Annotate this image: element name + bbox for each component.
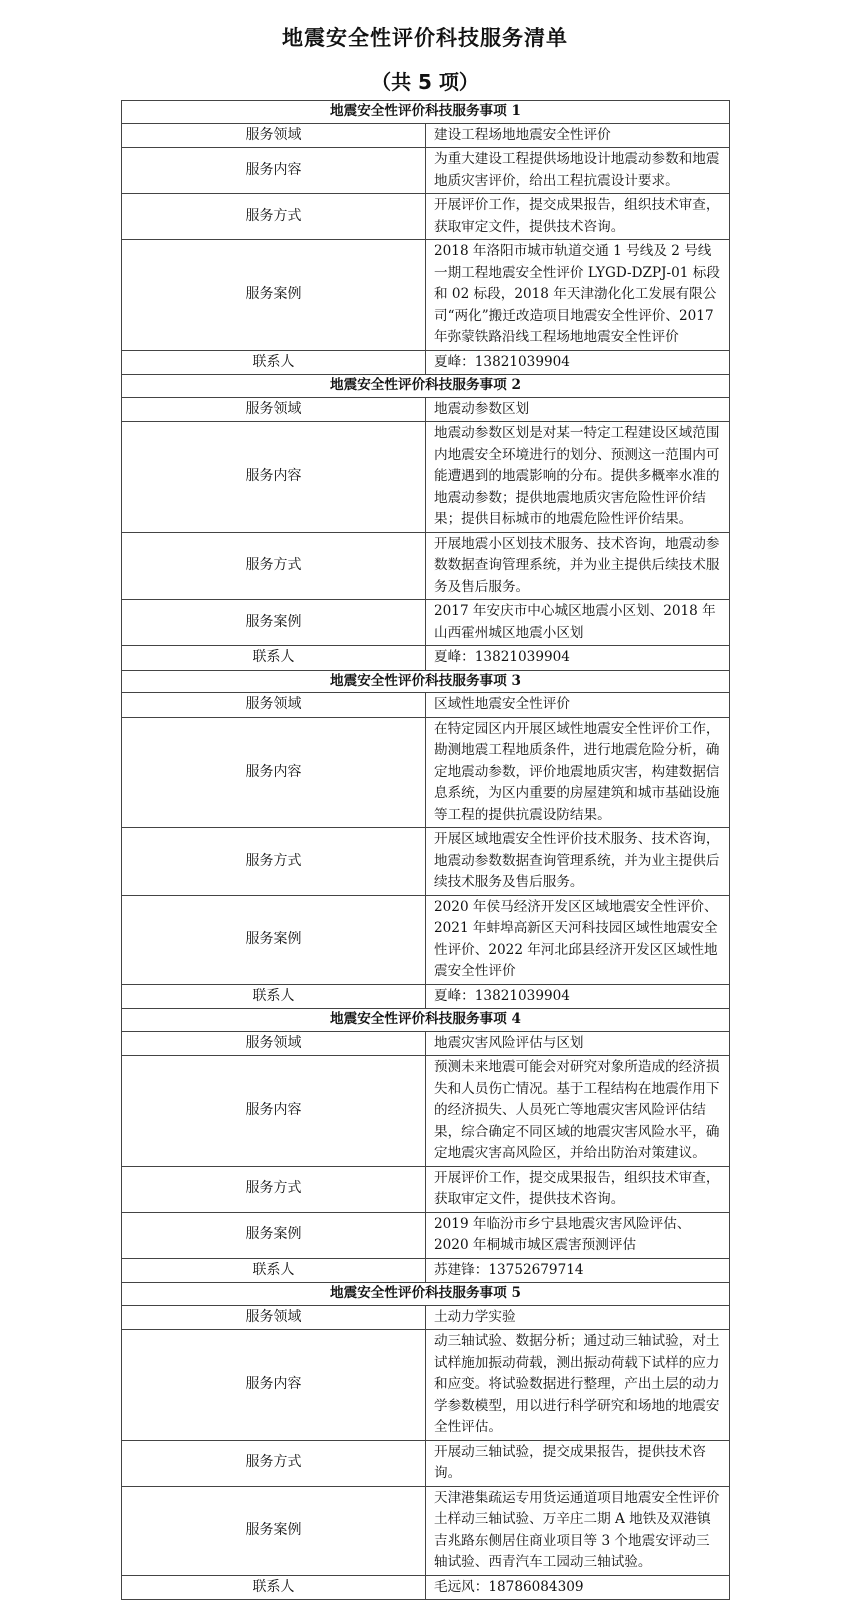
row-label: 服务方式 — [122, 194, 426, 240]
row-value: 开展动三轴试验，提交成果报告，提供技术咨询。 — [426, 1440, 730, 1486]
service-item-row — [122, 350, 730, 375]
row-value: 2017 年安庆市中心城区地震小区划、2018 年山西霍州城区地震小区划 — [426, 600, 730, 646]
row-value: 区域性地震安全性评价 — [426, 693, 730, 718]
service-item-row — [122, 1440, 730, 1486]
row-label: 服务内容 — [122, 148, 426, 194]
row-value: 开展地震小区划技术服务、技术咨询，地震动参数数据查询管理系统，并为业主提供后续技术服务及售后服务。 — [426, 532, 730, 600]
row-value: 夏峰：13821039904 — [426, 984, 730, 1009]
service-item-row — [122, 1212, 730, 1258]
service-item-row — [122, 600, 730, 646]
row-value: 为重大建设工程提供场地设计地震动参数和地震地质灾害评价，给出工程抗震设计要求。 — [426, 148, 730, 194]
row-label: 联系人 — [122, 350, 426, 375]
row-value: 建设工程场地地震安全性评价 — [426, 123, 730, 148]
row-value: 苏建锋：13752679714 — [426, 1258, 730, 1283]
row-value: 2019 年临汾市乡宁县地震灾害风险评估、2020 年桐城市城区震害预测评估 — [426, 1212, 730, 1258]
row-value: 地震动参数区划 — [426, 397, 730, 422]
service-item-row — [122, 1056, 730, 1167]
service-item-row — [122, 895, 730, 984]
row-value: 开展区域地震安全性评价技术服务、技术咨询，地震动参数数据查询管理系统，并为业主提供后续技术服务及售后服务。 — [426, 828, 730, 896]
service-item-row — [122, 397, 730, 422]
service-item-row — [122, 717, 730, 828]
service-item-header-row — [122, 101, 730, 124]
service-item-row — [122, 1258, 730, 1283]
service-item-header-row — [122, 1009, 730, 1032]
service-item-row — [122, 1305, 730, 1330]
service-list-table — [121, 100, 730, 1600]
row-label: 服务案例 — [122, 240, 426, 351]
row-label: 服务案例 — [122, 600, 426, 646]
row-value: 在特定园区内开展区域性地震安全性评价工作，勘测地震工程地质条件，进行地震危险分析，确定地震动参数，评价地震地质灾害，构建数据信息系统，为区内重要的房屋建筑和城市基础设施等工程的提供抗震设防结果。 — [426, 717, 730, 828]
service-item-row — [122, 1486, 730, 1575]
service-item-row — [122, 194, 730, 240]
row-label: 联系人 — [122, 646, 426, 671]
row-label: 服务案例 — [122, 1212, 426, 1258]
service-item-row — [122, 240, 730, 351]
service-item-header: 地震安全性评价科技服务事项 3 — [122, 670, 730, 693]
row-label: 服务领域 — [122, 1031, 426, 1056]
service-item-row — [122, 646, 730, 671]
row-value: 2020 年侯马经济开发区区域地震安全性评价、2021 年蚌埠高新区天河科技园区域性地震安全性评价、2022 年河北邱县经济开发区区域性地震安全性评价 — [426, 895, 730, 984]
row-label: 服务领域 — [122, 123, 426, 148]
row-value: 夏峰：13821039904 — [426, 646, 730, 671]
service-item-row — [122, 693, 730, 718]
service-item-header: 地震安全性评价科技服务事项 1 — [122, 101, 730, 124]
row-label: 服务方式 — [122, 1440, 426, 1486]
row-value: 毛远风：18786084309 — [426, 1575, 730, 1600]
row-value: 2018 年洛阳市城市轨道交通 1 号线及 2 号线一期工程地震安全性评价 LYGD-DZPJ-01 标段和 02 标段，2018 年天津渤化化工发展有限公司“两化”搬迁改造项目地震安全性评价、2017 年弥蒙铁路沿线工程场地地震安全性评价 — [426, 240, 730, 351]
service-item-row — [122, 1330, 730, 1441]
row-value: 地震灾害风险评估与区划 — [426, 1031, 730, 1056]
document-subtitle: （共 5 项） — [371, 70, 479, 94]
service-item-header-row — [122, 670, 730, 693]
row-value: 开展评价工作，提交成果报告，组织技术审查，获取审定文件，提供技术咨询。 — [426, 194, 730, 240]
row-label: 服务方式 — [122, 532, 426, 600]
row-value: 开展评价工作，提交成果报告，组织技术审查，获取审定文件，提供技术咨询。 — [426, 1166, 730, 1212]
row-value: 预测未来地震可能会对研究对象所造成的经济损失和人员伤亡情况。基于工程结构在地震作用下的经济损失、人员死亡等地震灾害风险评估结果，综合确定不同区域的地震灾害风险水平，确定地震灾害高风险区，并给出防治对策建议。 — [426, 1056, 730, 1167]
row-label: 服务领域 — [122, 693, 426, 718]
row-label: 联系人 — [122, 1575, 426, 1600]
row-value: 夏峰：13821039904 — [426, 350, 730, 375]
row-label: 服务内容 — [122, 1330, 426, 1441]
service-item-header-row — [122, 375, 730, 398]
row-label: 联系人 — [122, 1258, 426, 1283]
row-label: 服务内容 — [122, 1056, 426, 1167]
row-label: 服务领域 — [122, 397, 426, 422]
row-label: 服务内容 — [122, 422, 426, 533]
row-value: 动三轴试验、数据分析；通过动三轴试验，对土试样施加振动荷载，测出振动荷载下试样的应力和应变。将试验数据进行整理，产出土层的动力学参数模型，用以进行科学研究和场地的地震安全性评估。 — [426, 1330, 730, 1441]
row-value: 地震动参数区划是对某一特定工程建设区域范围内地震安全环境进行的划分、预测这一范围内可能遭遇到的地震影响的分布。提供多概率水准的地震动参数；提供地震地质灾害危险性评价结果；提供目标城市的地震危险性评价结果。 — [426, 422, 730, 533]
service-item-row — [122, 1166, 730, 1212]
service-item-row — [122, 532, 730, 600]
service-item-header: 地震安全性评价科技服务事项 2 — [122, 375, 730, 398]
service-item-header-row — [122, 1283, 730, 1306]
service-item-row — [122, 984, 730, 1009]
service-item-row — [122, 1575, 730, 1600]
service-item-row — [122, 422, 730, 533]
row-label: 服务领域 — [122, 1305, 426, 1330]
service-item-row — [122, 123, 730, 148]
row-label: 联系人 — [122, 984, 426, 1009]
row-label: 服务案例 — [122, 895, 426, 984]
row-label: 服务方式 — [122, 1166, 426, 1212]
service-item-row — [122, 148, 730, 194]
row-value: 天津港集疏运专用货运通道项目地震安全性评价土样动三轴试验、万辛庄二期 A 地铁及双港镇吉兆路东侧居住商业项目等 3 个地震安评动三轴试验、西青汽车工园动三轴试验。 — [426, 1486, 730, 1575]
service-item-row — [122, 1031, 730, 1056]
row-value: 土动力学实验 — [426, 1305, 730, 1330]
row-label: 服务内容 — [122, 717, 426, 828]
service-item-header: 地震安全性评价科技服务事项 4 — [122, 1009, 730, 1032]
service-item-header: 地震安全性评价科技服务事项 5 — [122, 1283, 730, 1306]
document-title: 地震安全性评价科技服务清单 — [282, 26, 568, 50]
row-label: 服务方式 — [122, 828, 426, 896]
row-label: 服务案例 — [122, 1486, 426, 1575]
service-item-row — [122, 828, 730, 896]
